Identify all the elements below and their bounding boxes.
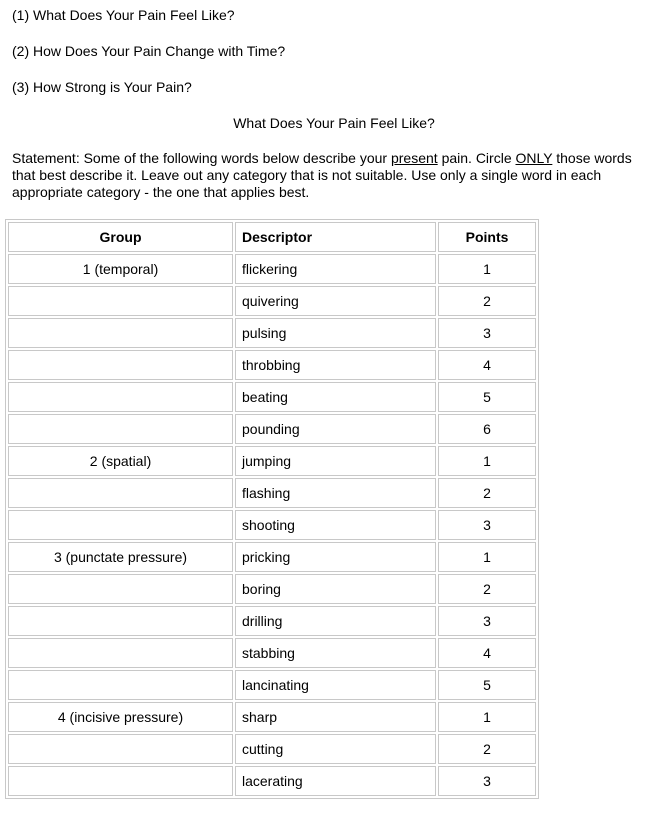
table-row: [8, 254, 536, 284]
table-row: [8, 414, 536, 444]
cell-descriptor[interactable]: jumping: [235, 446, 436, 476]
table-header-row: [8, 222, 536, 252]
cell-descriptor[interactable]: sharp: [235, 702, 436, 732]
document-page: [0, 0, 668, 201]
cell-descriptor[interactable]: lancinating: [235, 670, 436, 700]
table-row: [8, 478, 536, 508]
cell-points: 4: [438, 350, 536, 380]
cell-group: [8, 734, 233, 764]
cell-points: 3: [438, 318, 536, 348]
cell-points: 1: [438, 254, 536, 284]
table-row: [8, 350, 536, 380]
cell-group: [8, 478, 233, 508]
cell-group: [8, 318, 233, 348]
header-points: Points: [438, 222, 536, 252]
table-row: [8, 286, 536, 316]
cell-group: 1 (temporal): [8, 254, 233, 284]
cell-points: 3: [438, 510, 536, 540]
statement-text-1: Statement: Some of the following words below describe your: [12, 150, 391, 166]
cell-group: 2 (spatial): [8, 446, 233, 476]
table-row: [8, 702, 536, 732]
cell-points: 5: [438, 382, 536, 412]
section-title: What Does Your Pain Feel Like?: [233, 115, 435, 131]
cell-points: 6: [438, 414, 536, 444]
cell-group: [8, 638, 233, 668]
cell-descriptor[interactable]: flashing: [235, 478, 436, 508]
table-row: [8, 318, 536, 348]
toc-item-pain-change[interactable]: (2) How Does Your Pain Change with Time?: [12, 43, 286, 59]
cell-group: [8, 286, 233, 316]
cell-descriptor[interactable]: beating: [235, 382, 436, 412]
cell-group: [8, 574, 233, 604]
statement-only-word: ONLY: [515, 150, 553, 166]
header-descriptor: Descriptor: [235, 222, 436, 252]
table-row: [8, 382, 536, 412]
cell-points: 3: [438, 606, 536, 636]
toc-item-pain-feel[interactable]: (1) What Does Your Pain Feel Like?: [12, 7, 235, 23]
cell-points: 1: [438, 446, 536, 476]
cell-descriptor[interactable]: pricking: [235, 542, 436, 572]
cell-descriptor[interactable]: pounding: [235, 414, 436, 444]
table-row: [8, 638, 536, 668]
statement-present-word: present: [390, 150, 438, 166]
table-row: [8, 766, 536, 796]
cell-descriptor[interactable]: shooting: [235, 510, 436, 540]
descriptor-table-wrapper: [5, 219, 539, 799]
statement-paragraph: [12, 150, 640, 201]
cell-descriptor[interactable]: flickering: [235, 254, 436, 284]
cell-group: [8, 510, 233, 540]
cell-descriptor[interactable]: pulsing: [235, 318, 436, 348]
cell-descriptor[interactable]: cutting: [235, 734, 436, 764]
cell-points: 4: [438, 638, 536, 668]
cell-group: [8, 414, 233, 444]
table-body: [8, 254, 536, 796]
cell-descriptor[interactable]: quivering: [235, 286, 436, 316]
statement-text-3: those words that best describe it. Leave out any category that is not suitable. Use only a single word in each appropriate category - the one that applies best.: [12, 150, 632, 200]
table-row: [8, 670, 536, 700]
cell-group: [8, 382, 233, 412]
cell-points: 2: [438, 478, 536, 508]
table-row: [8, 606, 536, 636]
cell-points: 5: [438, 670, 536, 700]
table-row: [8, 510, 536, 540]
cell-points: 2: [438, 734, 536, 764]
cell-descriptor[interactable]: throbbing: [235, 350, 436, 380]
cell-group: [8, 606, 233, 636]
cell-points: 1: [438, 702, 536, 732]
cell-points: 2: [438, 574, 536, 604]
cell-descriptor[interactable]: lacerating: [235, 766, 436, 796]
table-row: [8, 574, 536, 604]
cell-descriptor[interactable]: boring: [235, 574, 436, 604]
cell-group: 4 (incisive pressure): [8, 702, 233, 732]
header-group: Group: [8, 222, 233, 252]
cell-group: [8, 766, 233, 796]
toc-item-pain-strength[interactable]: (3) How Strong is Your Pain?: [12, 79, 192, 95]
cell-points: 1: [438, 542, 536, 572]
cell-group: [8, 350, 233, 380]
cell-descriptor[interactable]: drilling: [235, 606, 436, 636]
table-row: [8, 734, 536, 764]
cell-points: 3: [438, 766, 536, 796]
descriptor-table: [5, 219, 539, 799]
table-row: [8, 446, 536, 476]
statement-text-2: pain. Circle: [437, 150, 516, 166]
cell-descriptor[interactable]: stabbing: [235, 638, 436, 668]
cell-group: [8, 670, 233, 700]
cell-points: 2: [438, 286, 536, 316]
cell-group: 3 (punctate pressure): [8, 542, 233, 572]
table-row: [8, 542, 536, 572]
